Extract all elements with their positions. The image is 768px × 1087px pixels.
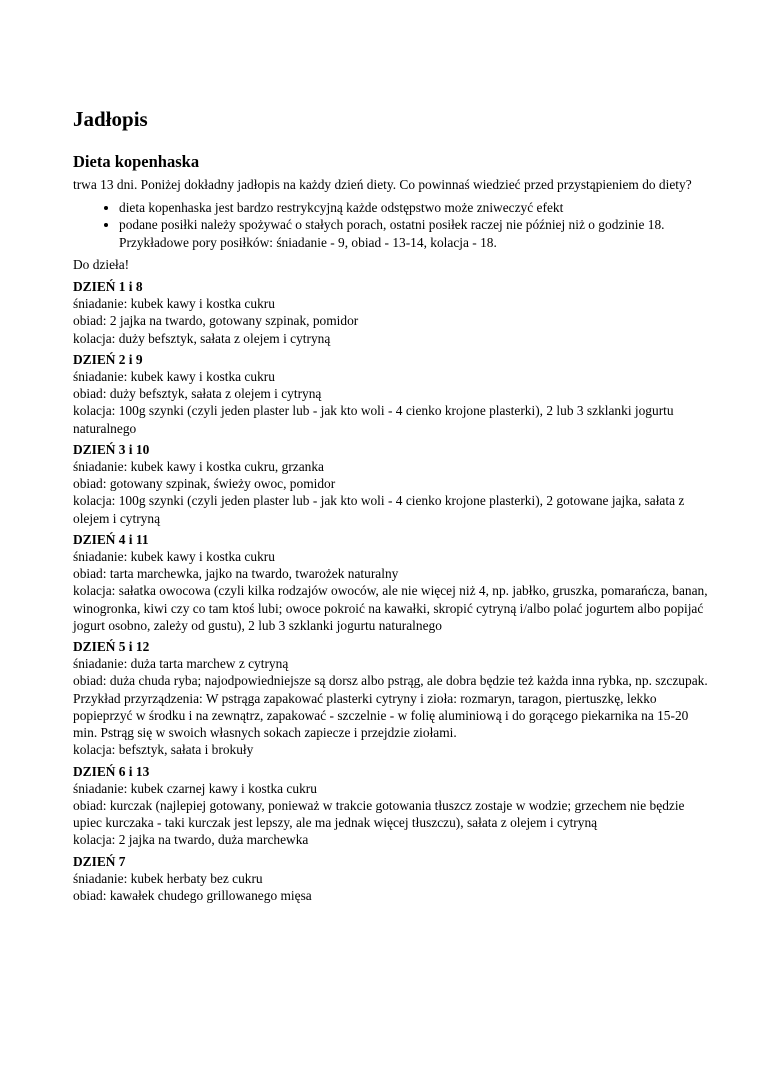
day-section xyxy=(73,638,713,758)
meal-line: obiad: 2 jajka na twardo, gotowany szpinak, pomidor xyxy=(73,313,359,329)
meal-line: śniadanie: kubek kawy i kostka cukru xyxy=(73,549,275,565)
meal-line: śniadanie: kubek czarnej kawy i kostka cukru xyxy=(73,780,317,796)
meal-line: obiad: gotowany szpinak, świeży owoc, pomidor xyxy=(73,476,336,492)
rules-list-item: • dieta kopenhaska jest bardzo restrykcyjną każde odstępstwo może zniweczyć efekt xyxy=(119,199,713,216)
day-section xyxy=(73,763,713,849)
day-title: DZIEŃ 4 i 11 xyxy=(73,531,149,547)
day-title: DZIEŃ 5 i 12 xyxy=(73,639,150,655)
meal-line: śniadanie: kubek herbaty bez cukru xyxy=(73,870,263,886)
meal-line: obiad: kurczak (najlepiej gotowany, ponieważ w trakcie gotowania tłuszcz zostaje w wodzie; grzechem nie będzie upiec kurczaka - taki kurczak jest lepszy, ale ma jednak więcej tłuszczu), sałata z olejem i cytryną xyxy=(73,797,685,831)
rules-list xyxy=(73,199,713,251)
day-section xyxy=(73,441,713,527)
rules-list-item: • podane posiłki należy spożywać o stałych porach, ostatni posiłek raczej nie później niż o godzinie 18. Przykładowe pory posiłków: śniadanie - 9, obiad - 13-14, kolacja - 18. xyxy=(119,216,713,250)
day-title: DZIEŃ 7 xyxy=(73,853,126,869)
day-title: DZIEŃ 6 i 13 xyxy=(73,763,150,779)
document-content xyxy=(73,106,713,908)
day-section xyxy=(73,278,713,347)
day-section xyxy=(73,531,713,634)
meal-line: śniadanie: kubek kawy i kostka cukru xyxy=(73,296,275,312)
document-subtitle: Dieta kopenhaska xyxy=(73,152,200,171)
meal-line: obiad: tarta marchewka, jajko na twardo, twarożek naturalny xyxy=(73,566,399,582)
meal-line: kolacja: 2 jajka na twardo, duża marchewka xyxy=(73,832,309,848)
start-paragraph: Do dzieła! xyxy=(73,256,130,272)
meal-line: śniadanie: duża tarta marchew z cytryną xyxy=(73,656,289,672)
day-title: DZIEŃ 2 i 9 xyxy=(73,351,143,367)
document-title: Jadłopis xyxy=(73,107,148,131)
meal-line: kolacja: befsztyk, sałata i brokuły xyxy=(73,742,254,758)
day-section xyxy=(73,853,713,905)
day-section xyxy=(73,351,713,437)
meal-line: kolacja: sałatka owocowa (czyli kilka rodzajów owoców, ale nie więcej niż 4, np. jabłko, gruszka, pomarańcza, banan, winogronka, kiwi czy co tam ktoś lubi; owoce pokroić na kawałki, skropić cytryną i/albo polać jogurtem albo popijać jogurt osobno, zależy od gustu), 2 lub 3 szklanki jogurtu naturalnego xyxy=(73,583,708,633)
intro-paragraph: trwa 13 dni. Poniżej dokładny jadłopis na każdy dzień diety. Co powinnaś wiedzieć przed przystąpieniem do diety? xyxy=(73,177,692,192)
meal-line: śniadanie: kubek kawy i kostka cukru xyxy=(73,369,275,385)
meal-line: obiad: duży befsztyk, sałata z olejem i cytryną xyxy=(73,386,322,402)
meal-line: kolacja: 100g szynki (czyli jeden plaster lub - jak kto woli - 4 cienko krojone plasterki), 2 lub 3 szklanki jogurtu naturalnego xyxy=(73,403,674,436)
day-title: DZIEŃ 3 i 10 xyxy=(73,441,150,457)
meal-line: obiad: kawałek chudego grillowanego mięsa xyxy=(73,887,312,903)
meal-line: kolacja: duży befsztyk, sałata z olejem i cytryną xyxy=(73,330,331,346)
meal-line: obiad: duża chuda ryba; najodpowiedniejsze są dorsz albo pstrąg, ale dobra będzie też każda inna rybka, np. szczupak. Przykład przyrządzenia: W pstrąga zapakować plasterki cytryny i zioła: rozmaryn, taragon, piertuszkę, lekko popieprzyć w środku i na zewnątrz, zapakować - szczelnie - w folię aluminiową i do gorącego piekarnika na 15-20 min. Pstrąg się w swoich własnych sokach zapiecze i przejdzie ziołami. xyxy=(73,673,708,741)
meal-line: kolacja: 100g szynki (czyli jeden plaster lub - jak kto woli - 4 cienko krojone plasterki), 2 gotowane jajka, sałata z olejem i cytryną xyxy=(73,493,685,526)
day-title: DZIEŃ 1 i 8 xyxy=(73,279,143,295)
meal-line: śniadanie: kubek kawy i kostka cukru, grzanka xyxy=(73,459,324,475)
